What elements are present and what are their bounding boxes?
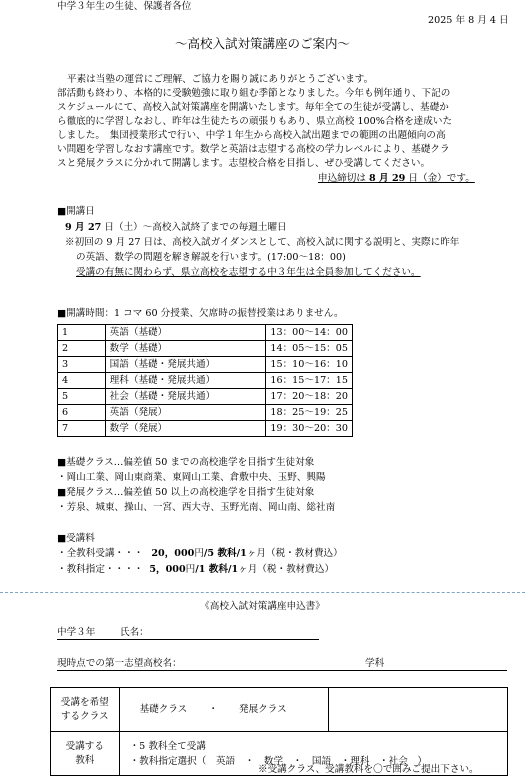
class-separator: ・	[208, 703, 218, 715]
schedule-time-cell: 18：25〜19：25	[266, 405, 353, 421]
fee-single-rate: /1 教科/1	[195, 564, 239, 575]
schedule-heading: ■開講時間：1 コマ 60 分授業、欠席時の振替授業はありません。	[57, 308, 344, 319]
intro-line: スと発展クラスに分かれて開講します。志望校合格を目指し、ぜひ受講してください。	[57, 158, 431, 169]
class-blank-cell	[329, 688, 508, 732]
recipient: 中学３年生の生徒、保護者各位	[57, 1, 192, 12]
class-row	[51, 688, 508, 732]
fee-single-suffix: ヶ月（税・教材費込）	[238, 564, 335, 575]
opening-note-2: の英語、数学の問題を解き解説を行います。(17:00〜18：00)	[76, 252, 346, 263]
schedule-row	[58, 421, 353, 437]
schedule-no-cell: 5	[58, 389, 106, 405]
opening-note-3: 受講の有無に関わらず、県立高校を志望する中３年生は全員参加してください。	[76, 267, 421, 278]
intro-line: ら徹底的に学習しなおし、昨年は生徒たちの頑張りもあり、県立高校 100%合格を達成いた	[57, 116, 453, 127]
schedule-row	[58, 389, 353, 405]
basic-class-schools: ・岡山工業、岡山東商業、東岡山工業、倉敷中央、玉野、興陽	[57, 472, 326, 483]
fee-single-prefix: ・教科指定・・・・	[57, 564, 144, 575]
fee-all	[57, 547, 343, 561]
grade-label: 中学３年	[57, 627, 96, 638]
fee-single-yen: 円	[185, 564, 196, 575]
schedule-time-cell: 19：30〜20：30	[266, 421, 353, 437]
schedule-time-cell: 17：20〜18：20	[266, 389, 353, 405]
deadline	[318, 172, 475, 186]
schedule-row	[58, 357, 353, 373]
fee-all-suffix: ヶ月（税・教材費込）	[246, 548, 343, 559]
schedule-subject-cell: 国語（基礎・発展共通）	[105, 357, 266, 373]
intro-line: 部活動も終わり、本格的に受験勉強に取り組む季節となりました。今年も例年通り、下記の	[57, 88, 451, 99]
schedule-row	[58, 405, 353, 421]
schedule-table	[57, 324, 353, 437]
schedule-subject-cell: 理科（基礎・発展共通）	[105, 373, 266, 389]
fee-all-rate: /5 教科/1	[203, 548, 247, 559]
opening-date-bold: 9 月 27	[65, 222, 102, 233]
schedule-no-cell: 4	[58, 373, 106, 389]
date: 2025 年 8 月 4 日	[428, 15, 509, 26]
schedule-row	[58, 341, 353, 357]
class-advanced-option[interactable]: 発展クラス	[238, 703, 287, 715]
schedule-row	[58, 373, 353, 389]
intro-line: 平素は当塾の運営にご理解、ご協力を賜り誠にありがとうございます。	[67, 74, 374, 85]
deadline-suffix: 日（金）です。	[405, 173, 475, 184]
name-label: 氏名：	[120, 627, 149, 638]
schedule-subject-cell: 社会（基礎・発展共通）	[105, 389, 266, 405]
name-underline[interactable]	[57, 639, 319, 640]
schedule-no-cell: 2	[58, 341, 106, 357]
school-label: 現時点での第一志望高校名：	[57, 658, 182, 669]
schedule-time-cell: 15：10〜16：10	[266, 357, 353, 373]
deadline-date: 8 月 29	[369, 173, 406, 184]
fee-all-prefix: ・全教科受講・・・	[57, 548, 144, 559]
school-underline[interactable]	[57, 670, 507, 671]
form-title: 《高校入試対策講座申込書》	[200, 601, 325, 612]
fee-all-yen: 円	[194, 548, 204, 559]
opening-date	[65, 221, 287, 235]
deadline-prefix: 申込締切は	[318, 173, 370, 184]
intro-line: い問題を学習しなおす講座です。数学と英語は志望する高校の学力レベルにより、基礎クラ	[57, 144, 450, 155]
fee-single-amount: 5，000	[149, 564, 186, 575]
class-row-label-2: するクラス	[60, 710, 109, 722]
advanced-class: ■発展クラス…偏差値 50 以上の高校進学を目指す生徒対象	[57, 487, 315, 498]
class-row-label-1: 受講を希望	[60, 696, 109, 708]
cut-line	[0, 592, 525, 593]
subject-select-option[interactable]: ・教科指定選択（ 英語 ・ 数学 ・ 国語 ・理科 ・社会 ）	[129, 755, 427, 767]
subject-all-option[interactable]: ・5 教科全て受講	[129, 740, 206, 752]
subject-row-label-2: 教科	[75, 754, 95, 766]
form-footer-note: ※受講クラス、受講教科を〇で囲みご提出下さい。	[258, 764, 479, 775]
schedule-time-cell: 16：15〜17：15	[266, 373, 353, 389]
subject-row-label	[51, 732, 120, 776]
schedule-row	[58, 325, 353, 341]
schedule-no-cell: 6	[58, 405, 106, 421]
schedule-no-cell: 1	[58, 325, 106, 341]
schedule-subject-cell: 英語（基礎）	[105, 325, 266, 341]
schedule-subject-cell: 数学（発展）	[105, 421, 266, 437]
fee-all-amount: 20，000	[151, 548, 195, 559]
class-row-label	[51, 688, 120, 732]
fees-heading: ■受講料	[57, 533, 95, 544]
class-options	[119, 688, 329, 732]
intro-line: しました。 集団授業形式で行い、中学１年生から高校入試出題までの範囲の出題傾向の高	[57, 130, 446, 141]
intro-paragraph	[57, 73, 452, 171]
schedule-time-cell: 14：05〜15：05	[266, 341, 353, 357]
opening-heading: ■開講日	[57, 206, 95, 217]
fee-single	[57, 563, 334, 577]
opening-note-1: ※初回の 9 月 27 日は、高校入試ガイダンスとして、高校入試に関する説明と、実際に昨年	[65, 237, 460, 248]
opening-date-rest: 日（土）〜高校入試終了までの毎週土曜日	[101, 222, 287, 233]
schedule-time-cell: 13：00〜14：00	[266, 325, 353, 341]
dept-label: 学科	[365, 658, 385, 669]
advanced-class-schools: ・芳泉、城東、操山、一宮、西大寺、玉野光南、岡山南、総社南	[57, 502, 336, 513]
class-basic-option[interactable]: 基礎クラス	[139, 703, 188, 715]
schedule-no-cell: 7	[58, 421, 106, 437]
page-title: 〜高校入試対策講座のご案内〜	[174, 36, 350, 51]
schedule-subject-cell: 英語（発展）	[105, 405, 266, 421]
intro-line: スケジュールにて、高校入試対策講座を開講いたします。毎年全ての生徒が受講し、基礎か	[57, 102, 449, 113]
subject-row-label-1: 受講する	[65, 740, 104, 752]
basic-class: ■基礎クラス…偏差値 50 までの高校進学を目指す生徒対象	[57, 457, 315, 468]
schedule-no-cell: 3	[58, 357, 106, 373]
schedule-subject-cell: 数学（基礎）	[105, 341, 266, 357]
